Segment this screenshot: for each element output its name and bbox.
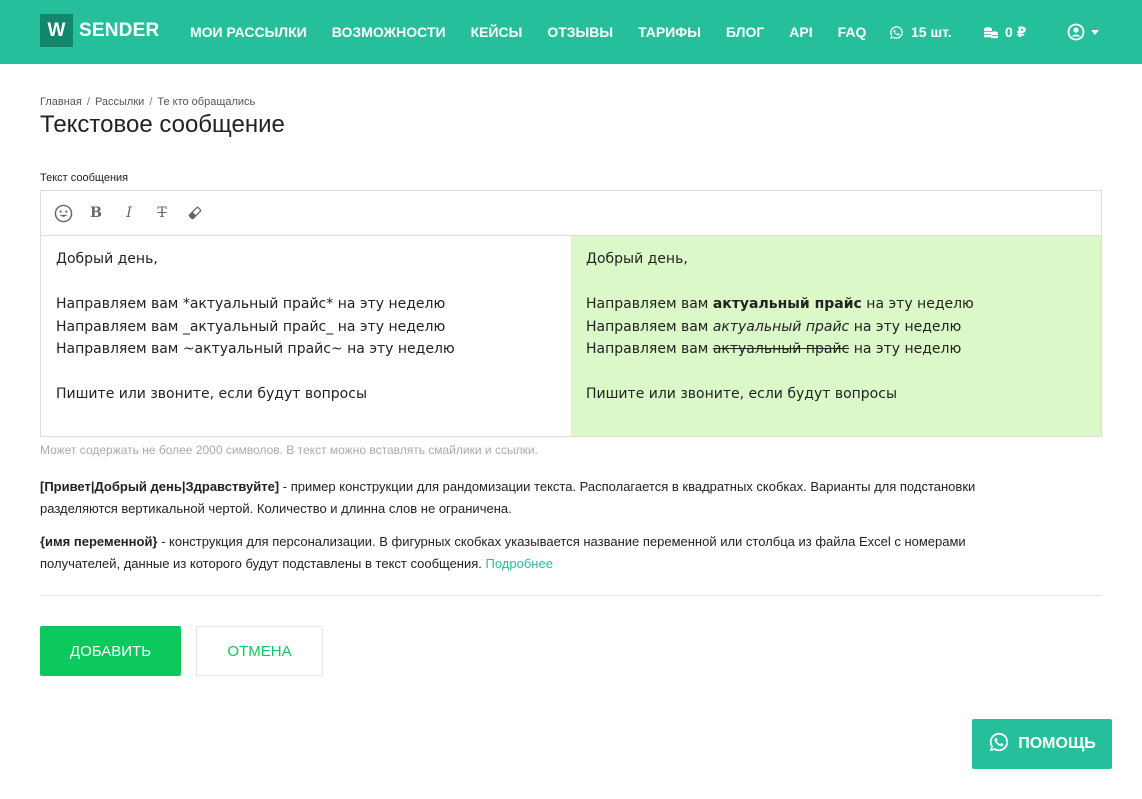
add-button[interactable]: ДОБАВИТЬ [40,626,181,676]
messages-counter[interactable] [889,0,952,64]
top-header [0,0,1142,64]
nav-blog[interactable]: БЛОГ [725,24,765,40]
main-nav [190,0,891,64]
personalization-help [40,531,1040,575]
chevron-down-icon [1091,30,1099,35]
user-icon [1067,23,1085,41]
preview-suffix: на эту неделю [866,296,974,312]
randomization-help [40,476,1040,520]
source-closing: Пишите или звоните, если будут вопросы [56,386,368,402]
cancel-button[interactable]: ОТМЕНА [196,626,323,676]
nav-features[interactable]: ВОЗМОЖНОСТИ [331,24,446,40]
preview-closing: Пишите или звоните, если будут вопросы [586,386,898,402]
message-preview [571,236,1101,436]
message-text-label: Текст сообщения [40,172,129,184]
breadcrumb [40,96,255,108]
smiley-icon[interactable] [52,202,74,224]
breadcrumb-separator: / [86,96,90,108]
nav-cases[interactable]: КЕЙСЫ [470,24,523,40]
strikethrough-button[interactable]: T [157,205,167,221]
logo-badge: W [40,14,73,47]
preview-line-strike [586,338,1086,361]
preview-greeting: Добрый день, [586,251,688,267]
coins-icon [983,24,999,40]
randomization-text: - пример конструкции для рандомизации текста. Располагается в квадратных скобках. Варианты для подстановки [279,479,976,494]
messages-count: 15 шт. [911,24,952,40]
nav-tariffs[interactable]: ТАРИФЫ [638,24,701,40]
preview-line-bold [586,293,1086,316]
whatsapp-icon [988,731,1018,758]
bold-button[interactable]: B [90,205,102,221]
source-greeting: Добрый день, [56,251,158,267]
editor-toolbar [41,191,1101,236]
breadcrumb-mailings[interactable]: Рассылки [94,96,145,108]
logo-text: SENDER [79,19,160,41]
source-line-strike: Направляем вам ~актуальный прайс~ на эту неделю [56,341,455,357]
breadcrumb-current[interactable]: Те кто обращались [157,96,256,108]
help-label: ПОМОЩЬ [1018,735,1096,752]
user-menu[interactable] [1067,0,1099,64]
preview-suffix: на эту неделю [853,318,962,335]
preview-prefix: Направляем вам [586,341,709,357]
personalization-text-2: получателей, данные из которого будут подставлены в текст сообщения. [40,556,486,571]
message-source-textarea[interactable] [41,236,571,436]
personalization-code: {имя переменной} [40,534,158,549]
message-length-hint: Может содержать не более 2000 символов. В текст можно вставлять смайлики и ссылки. [40,443,538,457]
nav-my-mailings[interactable]: МОИ РАССЫЛКИ [190,24,307,40]
page-title: Текстовое сообщение [40,111,285,138]
preview-line-italic [586,316,1086,339]
preview-italic-text: актуальный прайс [712,318,850,335]
preview-prefix: Направляем вам [586,296,709,312]
nav-api[interactable]: API [789,24,813,40]
eraser-icon[interactable] [184,202,206,224]
randomization-code: [Привет|Добрый день|Здравствуйте] [40,479,280,494]
more-info-link[interactable]: Подробнее [485,556,553,571]
source-line-bold: Направляем вам *актуальный прайс* на эту неделю [56,296,446,312]
italic-button[interactable]: I [126,205,132,221]
preview-bold-text: актуальный прайс [712,296,862,312]
breadcrumb-home[interactable]: Главная [40,96,82,108]
help-button[interactable] [972,719,1112,769]
preview-suffix: на эту неделю [853,341,962,357]
personalization-text: - конструкция для персонализации. В фигурных скобках указывается название переменной или столбца из файла Excel с номерами [157,534,966,549]
whatsapp-icon [889,25,904,40]
randomization-text-2: разделяются вертикальной чертой. Количество и длинна слов не ограничена. [40,501,512,516]
source-line-italic: Направляем вам _актуальный прайс_ на эту неделю [56,318,446,335]
message-editor [40,190,1102,437]
nav-reviews[interactable]: ОТЗЫВЫ [547,24,614,40]
logo[interactable] [40,14,159,47]
nav-faq[interactable]: FAQ [837,24,867,40]
balance[interactable] [983,0,1026,64]
preview-strike-text: актуальный прайс [712,341,850,357]
breadcrumb-separator: / [149,96,153,108]
preview-prefix: Направляем вам [586,318,709,335]
balance-value: 0 ₽ [1005,23,1027,40]
divider [40,595,1102,596]
